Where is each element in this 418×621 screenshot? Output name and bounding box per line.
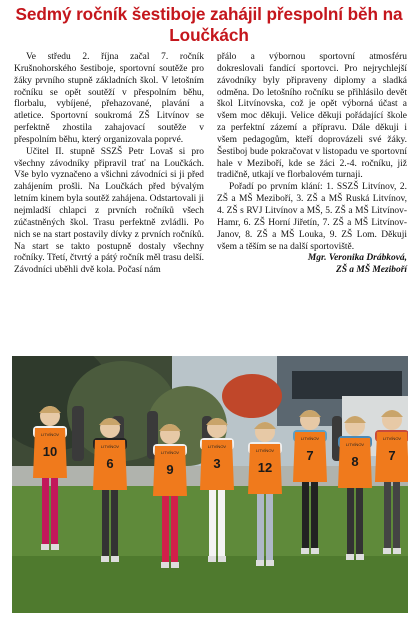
svg-text:7: 7 [306, 448, 314, 463]
svg-text:12: 12 [257, 460, 273, 475]
article-headline: Sedmý ročník šestiboje zahájil přespolní běh na Loučkách [15, 4, 403, 45]
author-organization: ZŠ a MŠ Meziboří [335, 265, 407, 276]
svg-text:10: 10 [42, 444, 58, 459]
paragraph-intro: Ve středu 2. října začal 7. ročník Krušnohorského šestiboje, sportovní soutěže pro žáky prvního stupně základních škol. V letošním ročníku se opět soutěží v přespolním běhu, florbalu, vybíjené, přehazované, plavání a atletice. Sportovní soukromá ZŠ Litvínov se perfektně zhostila zahajovací soutěže v přespolním běhu, který organizovala poprvé. [14, 52, 204, 145]
article-column-left [14, 52, 204, 348]
svg-text:LITVÍNOV: LITVÍNOV [100, 444, 120, 449]
paragraph-race: Učitel II. stupně SSZŠ Petr Lovaš si pro všechny závodníky připravil trať na Loučkách. Vše bylo vyznačeno a všichni závodníci si ji před zahájením prošli. Na Loučkách před bývalým letním kinem byla soutěž zahájena. Odstartovali ji nejmladší chlapci z prvních ročníků všech zúčastněných škol. Trasu perfektně zvládli. Po nich se na start postavily dívky z prvních ročníků. Na start se takto postupně dostaly všechny ročníky. Třetí, čtvrtý a pátý ročník měl trasu delší. Závodníci uběhli dvě kola. Počasí nám [14, 146, 204, 276]
photo-illustration [12, 356, 408, 613]
svg-text:7: 7 [388, 448, 396, 463]
paragraph-race-continued: přálo a výbornou sportovní atmosféru dokreslovali fandící sportovci. Pro nejrychlejší závodníky byly připraveny diplomy a sladká odměna. Do letošního ročníku se přihlásilo devět škol Litvínovska, což je opět výborná účast a všem moc děkuji. Velice děkuji pořádající škole za perfektní zázemí a přípravu. Dále děkuji i všem pedagogům, kteří doprovázeli své žáky. Šestiboj bude pokračovat v listopadu ve sportovní hale v Meziboří, kde se žáci 2.-4. ročníku, již tradičně, utkají ve florbalovém turnaji. [217, 52, 407, 181]
svg-text:LITVÍNOV: LITVÍNOV [300, 436, 320, 441]
svg-text:LITVÍNOV: LITVÍNOV [40, 432, 60, 437]
svg-text:3: 3 [213, 456, 221, 471]
article-column-right [217, 52, 407, 348]
svg-text:8: 8 [351, 454, 359, 469]
article-body [14, 52, 407, 348]
svg-text:9: 9 [166, 462, 174, 477]
svg-text:LITVÍNOV: LITVÍNOV [207, 444, 227, 449]
author-name: Mgr. Veronika Drábková, [307, 253, 407, 264]
svg-text:6: 6 [106, 456, 114, 471]
svg-text:LITVÍNOV: LITVÍNOV [255, 448, 275, 453]
svg-text:LITVÍNOV: LITVÍNOV [160, 450, 180, 455]
paragraph-results: Pořadí po prvním klání: 1. SSZŠ Litvínov, 2. ZŠ a MŠ Meziboří, 3. ZŠ a MŠ Ruská Litvínov, 4. ZŠ s RVJ Litvínov a MŠ, 5. ZŠ a MŠ Litvínov-Hamr, 6. ZŠ Horní Jiřetín, 7. ZŠ a MŠ Litvínov-Janov, 8. ZŠ a MŠ Louka, 9. ZŠ Lom. Děkuji všem a těším se na další sportoviště. [217, 182, 407, 252]
svg-text:LITVÍNOV: LITVÍNOV [382, 436, 402, 441]
photo-runners [12, 356, 408, 613]
svg-text:LITVÍNOV: LITVÍNOV [345, 442, 365, 447]
